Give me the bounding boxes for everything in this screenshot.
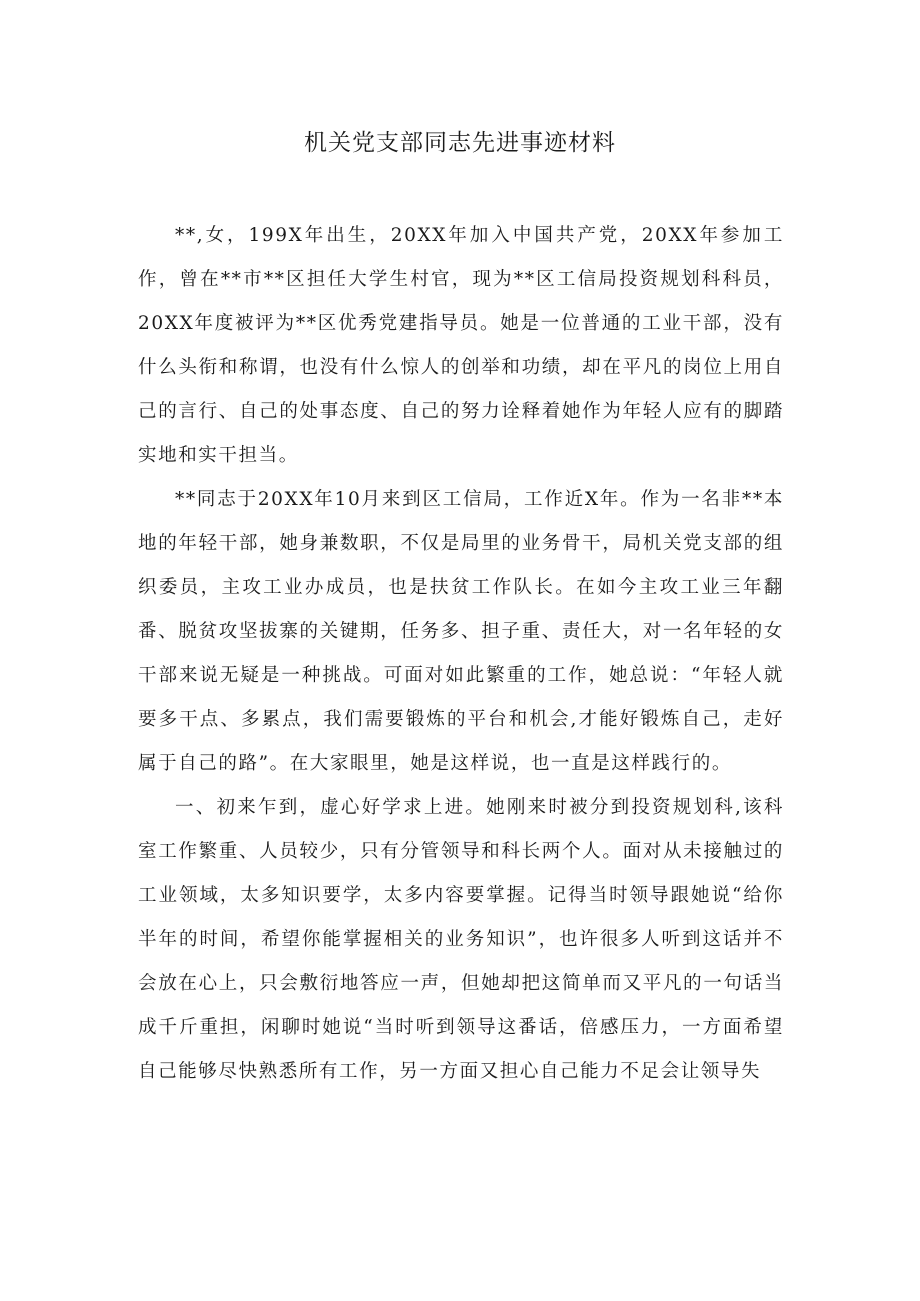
- paragraph-section-one: 一、初来乍到，虚心好学求上进。她刚来时被分到投资规划科,该科室工作繁重、人员较少，只有分管领导和科长两个人。面对从未接触过的工业领域，太多知识要学，太多内容要掌握。记得当时领导跟她说“给你半年的时间，希望你能掌握相关的业务知识”，也许很多人听到这话并不会放在心上，只会敷衍地答应一声，但她却把这简单而又平凡的一句话当成千斤重担，闲聊时她说“当时听到领导这番话，倍感压力，一方面希望自己能够尽快熟悉所有工作，另一方面又担心自己能力不足会让领导失: [138, 797, 784, 1082]
- document-title: 机关党支部同志先进事迹材料: [304, 130, 616, 156]
- paragraph-work-history: **同志于20XX年10月来到区工信局，工作近X年。作为一名非**本地的年轻干部，她身兼数职，不仅是局里的业务骨干，局机关党支部的组织委员，主攻工业办成员，也是扶贫工作队长。在如今主攻工业三年翻番、脱贫攻坚拔寨的关键期，任务多、担子重、责任大，对一名年轻的女干部来说无疑是一种挑战。可面对如此繁重的工作，她总说：“年轻人就要多干点、多累点，我们需要锻炼的平台和机会,才能好锻炼自己，走好属于自己的路”。在大家眼里，她是这样说，也一直是这样践行的。: [138, 489, 784, 774]
- paragraph-intro: **,女，199X年出生，20XX年加入中国共产党，20XX年参加工作，曾在**市**区担任大学生村官，现为**区工信局投资规划科科员，20XX年度被评为**区优秀党建指导员。她是一位普通的工业干部，没有什么头衔和称谓，也没有什么惊人的创举和功绩，却在平凡的岗位上用自己的言行、自己的处事态度、自己的努力诠释着她作为年轻人应有的脚踏实地和实干担当。: [138, 225, 784, 466]
- document-body: [138, 214, 784, 1094]
